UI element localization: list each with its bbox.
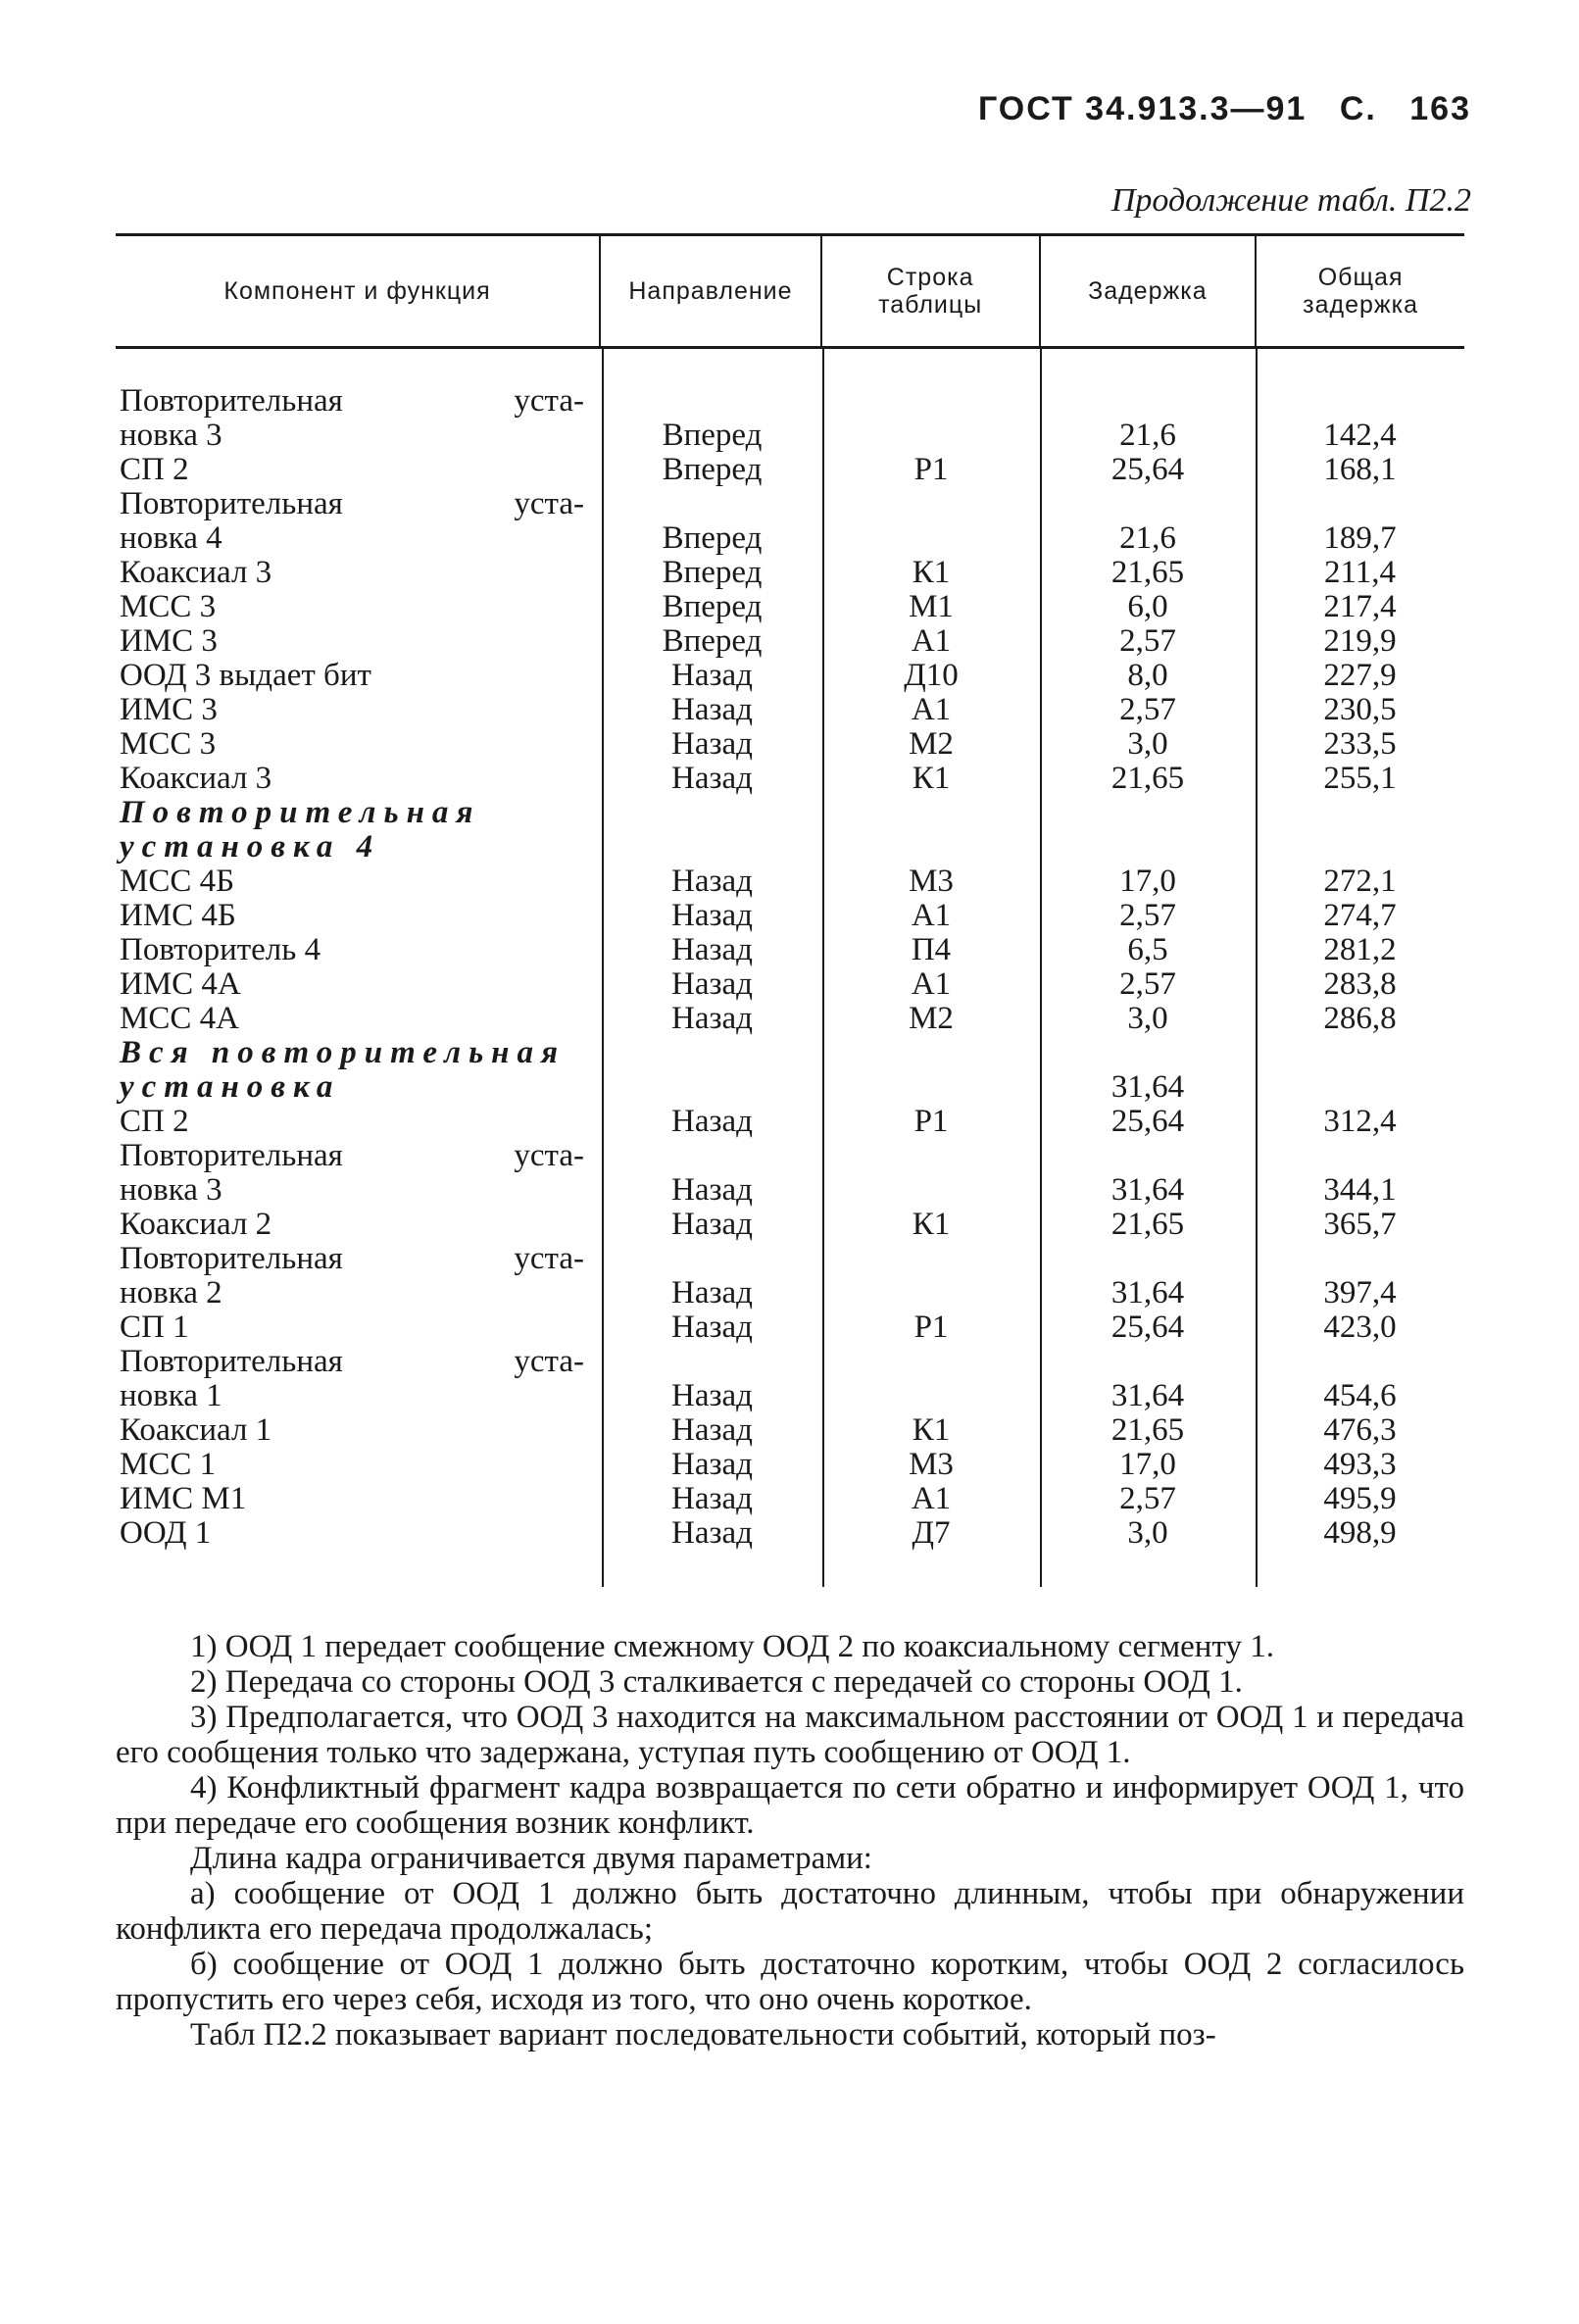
cell-delay <box>1040 830 1256 865</box>
cell-direction: Назад <box>671 1481 753 1516</box>
cell-component <box>116 384 602 419</box>
cell-delay <box>1040 1139 1256 1173</box>
cell-delay <box>1040 487 1256 521</box>
cell-table-line <box>822 1139 1040 1173</box>
cell-direction: Назад <box>671 658 753 693</box>
cell-direction: Назад <box>671 932 753 967</box>
cell-total-delay: 168,1 <box>1323 452 1397 487</box>
page-label: С. <box>1339 90 1377 127</box>
table-row <box>116 693 1464 727</box>
cell-delay: 6,5 <box>1127 932 1168 967</box>
cell-direction: Вперед <box>662 589 763 624</box>
col-divider <box>822 349 824 1587</box>
table-row <box>116 1208 1464 1242</box>
table-row <box>116 1036 1464 1070</box>
component-text: установка <box>120 1069 341 1105</box>
cell-component <box>116 1516 602 1551</box>
table-row <box>116 967 1464 1002</box>
component-text: Повторительная <box>120 486 343 521</box>
cell-table-line <box>822 1345 1040 1379</box>
cell-delay: 3,0 <box>1127 726 1168 762</box>
cell-delay: 3,0 <box>1127 1515 1168 1551</box>
col-divider <box>1040 349 1042 1587</box>
cell-table-line: А1 <box>911 898 952 933</box>
cell-delay: 2,57 <box>1119 623 1176 659</box>
table-caption: Продолжение табл. П2.2 <box>1110 182 1471 219</box>
cell-component <box>116 590 602 624</box>
doc-code: ГОСТ 34.913.3—91 <box>977 90 1308 127</box>
cell-component <box>116 556 602 590</box>
table-row <box>116 899 1464 933</box>
cell-direction: Назад <box>671 1515 753 1551</box>
cell-component <box>116 1413 602 1448</box>
cell-direction: Вперед <box>662 418 763 453</box>
table-row <box>116 830 1464 865</box>
component-text: МСС 3 <box>120 589 217 624</box>
cell-table-line <box>822 419 1040 453</box>
cell-table-line <box>822 521 1040 556</box>
cell-table-line <box>822 1036 1040 1070</box>
cell-component <box>116 727 602 762</box>
cell-direction <box>602 1036 822 1070</box>
component-text: Коаксиал 1 <box>120 1412 272 1448</box>
cell-component <box>116 933 602 967</box>
table-row <box>116 1070 1464 1105</box>
cell-direction: Назад <box>671 1207 753 1242</box>
cell-direction: Назад <box>671 726 753 762</box>
cell-component <box>116 967 602 1002</box>
cell-component <box>116 1276 602 1310</box>
table-row <box>116 590 1464 624</box>
cell-direction <box>602 1242 822 1276</box>
cell-table-line: М3 <box>909 864 954 899</box>
component-text: ИМС 4А <box>120 966 241 1002</box>
cell-total-delay: 344,1 <box>1323 1172 1397 1208</box>
cell-delay: 2,57 <box>1119 898 1176 933</box>
component-text: СП 2 <box>120 452 189 487</box>
component-text: ИМС 3 <box>120 692 218 727</box>
cell-direction: Назад <box>671 1378 753 1413</box>
cell-delay: 25,64 <box>1110 1310 1185 1345</box>
component-text: Повторитель 4 <box>120 932 321 967</box>
cell-component <box>116 899 602 933</box>
cell-component <box>116 1036 602 1070</box>
component-text: установка 4 <box>120 829 381 865</box>
cell-component <box>116 693 602 727</box>
cell-table-line: К1 <box>912 1412 951 1448</box>
cell-total-delay <box>1256 487 1464 521</box>
cell-total-delay: 495,9 <box>1323 1481 1397 1516</box>
cell-delay: 17,0 <box>1119 1447 1176 1482</box>
cell-delay: 31,64 <box>1110 1275 1185 1310</box>
cell-component <box>116 1070 602 1105</box>
cell-delay: 6,0 <box>1127 589 1168 624</box>
col-header-delay: Задержка <box>1039 236 1256 346</box>
cell-table-line <box>822 1276 1040 1310</box>
cell-total-delay <box>1256 1242 1464 1276</box>
cell-table-line: М2 <box>909 1001 954 1036</box>
table-row <box>116 1002 1464 1036</box>
cell-direction: Назад <box>671 692 753 727</box>
cell-direction: Вперед <box>662 623 763 659</box>
col-header-direction: Направление <box>599 236 820 346</box>
cell-table-line: М3 <box>909 1447 954 1482</box>
cell-delay: 2,57 <box>1119 692 1176 727</box>
cell-delay: 2,57 <box>1119 1481 1176 1516</box>
cell-direction: Назад <box>671 898 753 933</box>
cell-total-delay: 423,0 <box>1323 1310 1397 1345</box>
cell-delay: 21,6 <box>1119 520 1176 556</box>
cell-table-line: А1 <box>911 692 952 727</box>
cell-total-delay: 397,4 <box>1323 1275 1397 1310</box>
table-row <box>116 659 1464 693</box>
cell-delay: 21,65 <box>1110 1412 1185 1448</box>
cell-total-delay: 286,8 <box>1323 1001 1397 1036</box>
table-row <box>116 762 1464 796</box>
table-row <box>116 521 1464 556</box>
component-hyphen-text: уста- <box>514 1138 584 1173</box>
cell-table-line <box>822 1242 1040 1276</box>
col-divider <box>1256 349 1258 1587</box>
cell-total-delay <box>1256 1070 1464 1105</box>
cell-direction: Назад <box>671 864 753 899</box>
cell-table-line: П4 <box>911 932 952 967</box>
cell-total-delay: 227,9 <box>1323 658 1397 693</box>
component-text: Вся повторительная <box>120 1035 566 1070</box>
cell-component <box>116 1310 602 1345</box>
component-text: Коаксиал 3 <box>120 555 272 590</box>
cell-total-delay: 312,4 <box>1323 1104 1397 1139</box>
cell-component <box>116 521 602 556</box>
cell-direction <box>602 830 822 865</box>
cell-total-delay: 454,6 <box>1323 1378 1397 1413</box>
table-row <box>116 1276 1464 1310</box>
note-paragraph: Табл П2.2 показывает вариант последовательности событий, который поз- <box>190 2017 1216 2052</box>
table-row <box>116 624 1464 659</box>
note-paragraph: Длина кадра ограничивается двумя параметрами: <box>190 1841 872 1876</box>
cell-table-line <box>822 1070 1040 1105</box>
component-text: ИМС 3 <box>120 623 218 659</box>
table-row <box>116 556 1464 590</box>
cell-total-delay: 217,4 <box>1323 589 1397 624</box>
notes-text <box>116 1629 1464 2052</box>
cell-total-delay: 219,9 <box>1323 623 1397 659</box>
component-text: Повторительная <box>120 1138 343 1173</box>
cell-total-delay: 230,5 <box>1323 692 1397 727</box>
cell-table-line <box>822 1173 1040 1208</box>
cell-total-delay <box>1256 1036 1464 1070</box>
table-row <box>116 487 1464 521</box>
cell-delay <box>1040 1345 1256 1379</box>
table-row <box>116 1105 1464 1139</box>
page-header <box>957 90 1471 128</box>
table-row <box>116 384 1464 419</box>
cell-component <box>116 865 602 899</box>
cell-direction <box>602 796 822 830</box>
cell-component <box>116 1002 602 1036</box>
component-text: ООД 1 <box>120 1515 212 1551</box>
cell-direction: Вперед <box>662 555 763 590</box>
cell-total-delay: 255,1 <box>1323 761 1397 796</box>
cell-component <box>116 1482 602 1516</box>
cell-direction <box>602 1070 822 1105</box>
component-text: СП 2 <box>120 1104 189 1139</box>
component-text: новка 1 <box>120 1378 222 1413</box>
cell-component <box>116 796 602 830</box>
cell-delay <box>1040 796 1256 830</box>
table-row <box>116 796 1464 830</box>
col-divider <box>602 349 604 1587</box>
table-header <box>116 236 1464 346</box>
table-row <box>116 453 1464 487</box>
cell-delay <box>1040 384 1256 419</box>
col-header-table-line: Строка таблицы <box>820 236 1039 346</box>
cell-table-line <box>822 487 1040 521</box>
cell-table-line: М1 <box>909 589 954 624</box>
component-text: Коаксиал 3 <box>120 761 272 796</box>
cell-delay: 17,0 <box>1119 864 1176 899</box>
cell-direction: Назад <box>671 761 753 796</box>
delay-table <box>116 233 1464 1587</box>
cell-table-line: Р1 <box>913 1310 949 1345</box>
note-paragraph: б) сообщение от ООД 1 должно быть достаточно коротким, чтобы ООД 2 согласилось пропустить его через себя, исходя из того, что оно очень короткое. <box>116 1947 1464 2017</box>
note-paragraph: 3) Предполагается, что ООД 3 находится на максимальном расстоянии от ООД 1 и передача его сообщения только что задержана, уступая путь сообщению от ООД 1. <box>116 1700 1464 1770</box>
component-text: МСС 3 <box>120 726 217 762</box>
cell-component <box>116 1208 602 1242</box>
cell-delay: 25,64 <box>1110 1104 1185 1139</box>
cell-table-line: А1 <box>911 1481 952 1516</box>
cell-direction: Назад <box>671 1104 753 1139</box>
component-text: новка 3 <box>120 1172 222 1208</box>
cell-table-line: К1 <box>912 1207 951 1242</box>
cell-total-delay: 281,2 <box>1323 932 1397 967</box>
cell-total-delay: 493,3 <box>1323 1447 1397 1482</box>
table-row <box>116 865 1464 899</box>
component-hyphen-text: уста- <box>514 1344 584 1379</box>
cell-total-delay: 211,4 <box>1323 555 1397 590</box>
cell-direction: Вперед <box>662 452 763 487</box>
cell-table-line: А1 <box>911 966 952 1002</box>
component-hyphen-text: уста- <box>514 486 584 521</box>
component-text: МСС 4А <box>120 1001 239 1036</box>
cell-table-line: А1 <box>911 623 952 659</box>
table-row <box>116 1413 1464 1448</box>
cell-component <box>116 1139 602 1173</box>
component-text: Повторительная <box>120 383 343 419</box>
table-row <box>116 1516 1464 1551</box>
cell-direction: Назад <box>671 1447 753 1482</box>
note-paragraph: 1) ООД 1 передает сообщение смежному ООД 2 по коаксиальному сегменту 1. <box>190 1629 1274 1664</box>
cell-total-delay: 272,1 <box>1323 864 1397 899</box>
cell-component <box>116 624 602 659</box>
cell-total-delay <box>1256 1139 1464 1173</box>
component-hyphen-text: уста- <box>514 383 584 419</box>
cell-total-delay: 189,7 <box>1323 520 1397 556</box>
cell-total-delay: 233,5 <box>1323 726 1397 762</box>
cell-component <box>116 1173 602 1208</box>
cell-direction: Назад <box>671 1310 753 1345</box>
cell-delay: 21,65 <box>1110 1207 1185 1242</box>
cell-direction <box>602 1139 822 1173</box>
cell-direction <box>602 1345 822 1379</box>
cell-component <box>116 762 602 796</box>
component-text: ИМС М1 <box>120 1481 247 1516</box>
component-text: МСС 4Б <box>120 864 235 899</box>
cell-direction: Назад <box>671 1001 753 1036</box>
component-text: Повторительная <box>120 1241 343 1276</box>
table-row <box>116 1345 1464 1379</box>
component-text: Повторительная <box>120 795 481 830</box>
page-number: 163 <box>1409 90 1471 127</box>
cell-delay: 21,65 <box>1110 761 1185 796</box>
table-row <box>116 933 1464 967</box>
table-row <box>116 1173 1464 1208</box>
note-paragraph: 2) Передача со стороны ООД 3 сталкивается с передачей со стороны ООД 1. <box>190 1664 1243 1700</box>
cell-total-delay: 476,3 <box>1323 1412 1397 1448</box>
cell-table-line <box>822 830 1040 865</box>
component-text: ИМС 4Б <box>120 898 236 933</box>
cell-total-delay: 283,8 <box>1323 966 1397 1002</box>
cell-table-line: Д10 <box>904 658 959 693</box>
cell-total-delay: 498,9 <box>1323 1515 1397 1551</box>
table-row <box>116 1482 1464 1516</box>
component-text: новка 4 <box>120 520 222 556</box>
component-text: СП 1 <box>120 1310 189 1345</box>
cell-component <box>116 830 602 865</box>
note-paragraph: а) сообщение от ООД 1 должно быть достаточно длинным, чтобы при обнаружении конфликта его передача продолжалась; <box>116 1876 1464 1947</box>
cell-table-line: Д7 <box>912 1515 951 1551</box>
cell-total-delay <box>1256 384 1464 419</box>
cell-component <box>116 659 602 693</box>
table-row <box>116 727 1464 762</box>
component-text: Повторительная <box>120 1344 343 1379</box>
table-row <box>116 1242 1464 1276</box>
cell-total-delay: 142,4 <box>1323 418 1397 453</box>
table-row <box>116 1139 1464 1173</box>
cell-component <box>116 1448 602 1482</box>
cell-table-line <box>822 384 1040 419</box>
cell-total-delay: 365,7 <box>1323 1207 1397 1242</box>
cell-delay: 31,64 <box>1110 1378 1185 1413</box>
cell-direction <box>602 384 822 419</box>
cell-direction: Назад <box>671 966 753 1002</box>
component-text: МСС 1 <box>120 1447 217 1482</box>
component-text: новка 3 <box>120 418 222 453</box>
cell-component <box>116 1379 602 1413</box>
cell-direction: Назад <box>671 1172 753 1208</box>
cell-total-delay: 274,7 <box>1323 898 1397 933</box>
cell-table-line <box>822 796 1040 830</box>
table-row <box>116 1310 1464 1345</box>
cell-delay: 31,64 <box>1110 1172 1185 1208</box>
cell-direction <box>602 487 822 521</box>
cell-delay: 25,64 <box>1110 452 1185 487</box>
component-hyphen-text: уста- <box>514 1241 584 1276</box>
cell-direction: Назад <box>671 1275 753 1310</box>
cell-delay: 31,64 <box>1110 1069 1185 1105</box>
cell-table-line <box>822 1379 1040 1413</box>
cell-direction: Вперед <box>662 520 763 556</box>
cell-total-delay <box>1256 830 1464 865</box>
cell-delay: 8,0 <box>1127 658 1168 693</box>
cell-component <box>116 1242 602 1276</box>
col-header-component: Компонент и функция <box>223 277 491 305</box>
cell-direction: Назад <box>671 1412 753 1448</box>
component-text: новка 2 <box>120 1275 222 1310</box>
cell-table-line: К1 <box>912 761 951 796</box>
table-row <box>116 419 1464 453</box>
table-row <box>116 1448 1464 1482</box>
cell-component <box>116 1105 602 1139</box>
cell-component <box>116 453 602 487</box>
cell-delay: 2,57 <box>1119 966 1176 1002</box>
table-row <box>116 1379 1464 1413</box>
cell-component <box>116 419 602 453</box>
cell-delay: 21,65 <box>1110 555 1185 590</box>
cell-total-delay <box>1256 796 1464 830</box>
cell-total-delay <box>1256 1345 1464 1379</box>
cell-table-line: М2 <box>909 726 954 762</box>
cell-component <box>116 487 602 521</box>
cell-delay: 3,0 <box>1127 1001 1168 1036</box>
cell-delay <box>1040 1242 1256 1276</box>
cell-table-line: Р1 <box>913 1104 949 1139</box>
note-paragraph: 4) Конфликтный фрагмент кадра возвращается по сети обратно и информирует ООД 1, что при передаче его сообщения возник конфликт. <box>116 1770 1464 1841</box>
cell-table-line: Р1 <box>913 452 949 487</box>
cell-delay <box>1040 1036 1256 1070</box>
component-text: Коаксиал 2 <box>120 1207 272 1242</box>
cell-delay: 21,6 <box>1119 418 1176 453</box>
col-header-total-delay: Общая задержка <box>1255 236 1464 346</box>
cell-table-line: К1 <box>912 555 951 590</box>
cell-component <box>116 1345 602 1379</box>
table-body <box>116 349 1464 1587</box>
component-text: ООД 3 выдает бит <box>120 658 371 693</box>
